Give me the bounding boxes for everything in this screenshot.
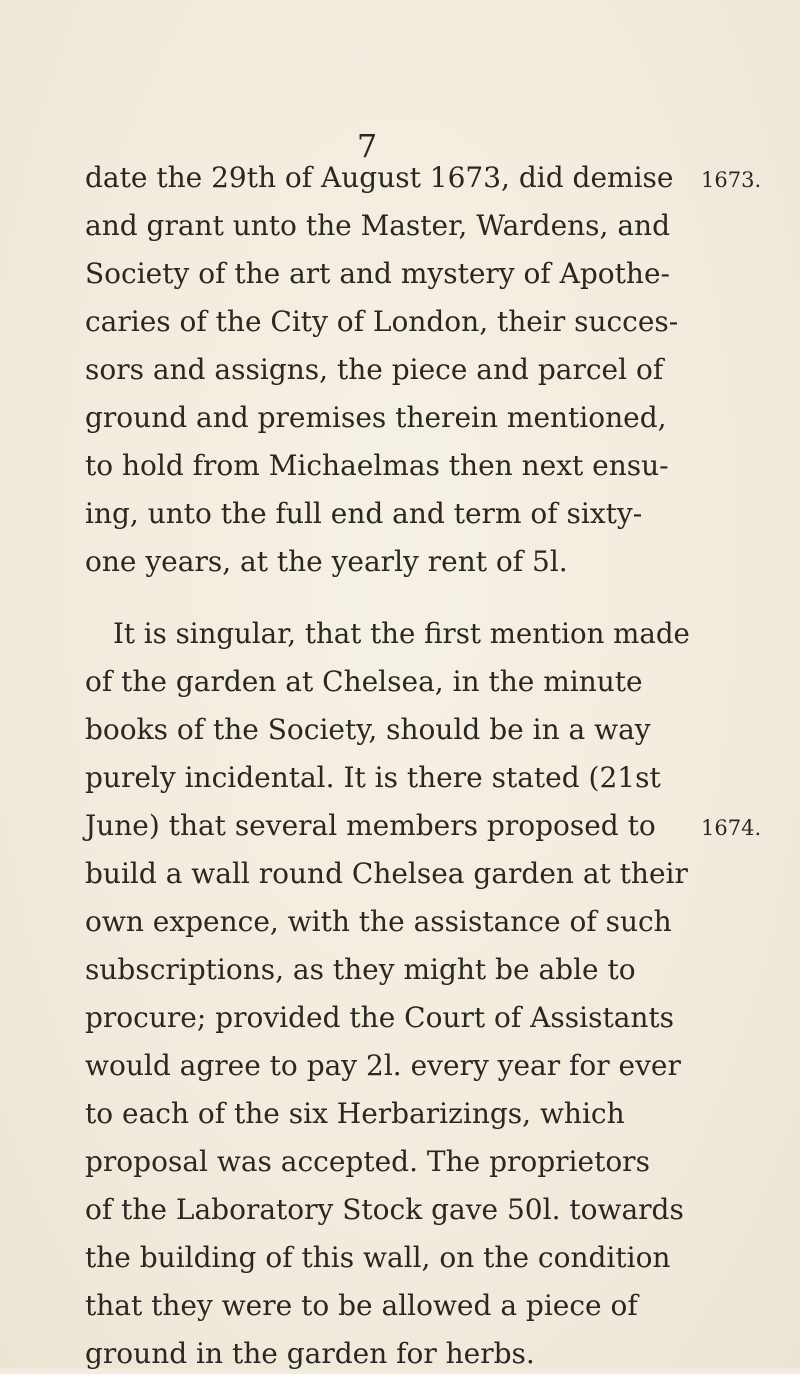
text-line: It is singular, that the first mention made	[113, 617, 690, 650]
text-line: subscriptions, as they might be able to	[85, 953, 636, 986]
margin-year-note: 1673.	[701, 168, 762, 192]
text-line: the building of this wall, on the condition	[85, 1241, 671, 1274]
text-line: ground in the garden for herbs.	[85, 1337, 535, 1370]
text-line: to each of the six Herbarizings, which	[85, 1097, 625, 1130]
text-line: of the Laboratory Stock gave 50l. towards	[85, 1193, 684, 1226]
text-line: to hold from Michaelmas then next ensu-	[85, 449, 669, 482]
text-line: books of the Society, should be in a way	[85, 713, 651, 746]
text-line: Society of the art and mystery of Apothe-	[85, 257, 670, 290]
text-line: own expence, with the assistance of such	[85, 905, 672, 938]
text-line: build a wall round Chelsea garden at their	[85, 857, 688, 890]
text-line: sors and assigns, the piece and parcel of	[85, 353, 664, 386]
text-line: procure; provided the Court of Assistants	[85, 1001, 675, 1034]
text-line: caries of the City of London, their succes-	[85, 305, 679, 338]
text-line: purely incidental. It is there stated (21st	[85, 761, 661, 794]
text-line: ing, unto the full end and term of sixty-	[85, 497, 643, 530]
text-line: June) that several members proposed to	[85, 809, 656, 842]
text-line: ground and premises therein mentioned,	[85, 401, 667, 434]
text-line: that they were to be allowed a piece of	[85, 1289, 638, 1322]
text-line: and grant unto the Master, Wardens, and	[85, 209, 671, 242]
text-line: one years, at the yearly rent of 5l.	[85, 545, 568, 578]
margin-year-note: 1674.	[701, 816, 762, 840]
text-line: of the garden at Chelsea, in the minute	[85, 665, 643, 698]
text-line: date the 29th of August 1673, did demise	[85, 161, 674, 194]
text-line: would agree to pay 2l. every year for ever	[85, 1049, 681, 1082]
text-line: proposal was accepted. The proprietors	[85, 1145, 650, 1178]
page-number: 7	[356, 127, 378, 165]
